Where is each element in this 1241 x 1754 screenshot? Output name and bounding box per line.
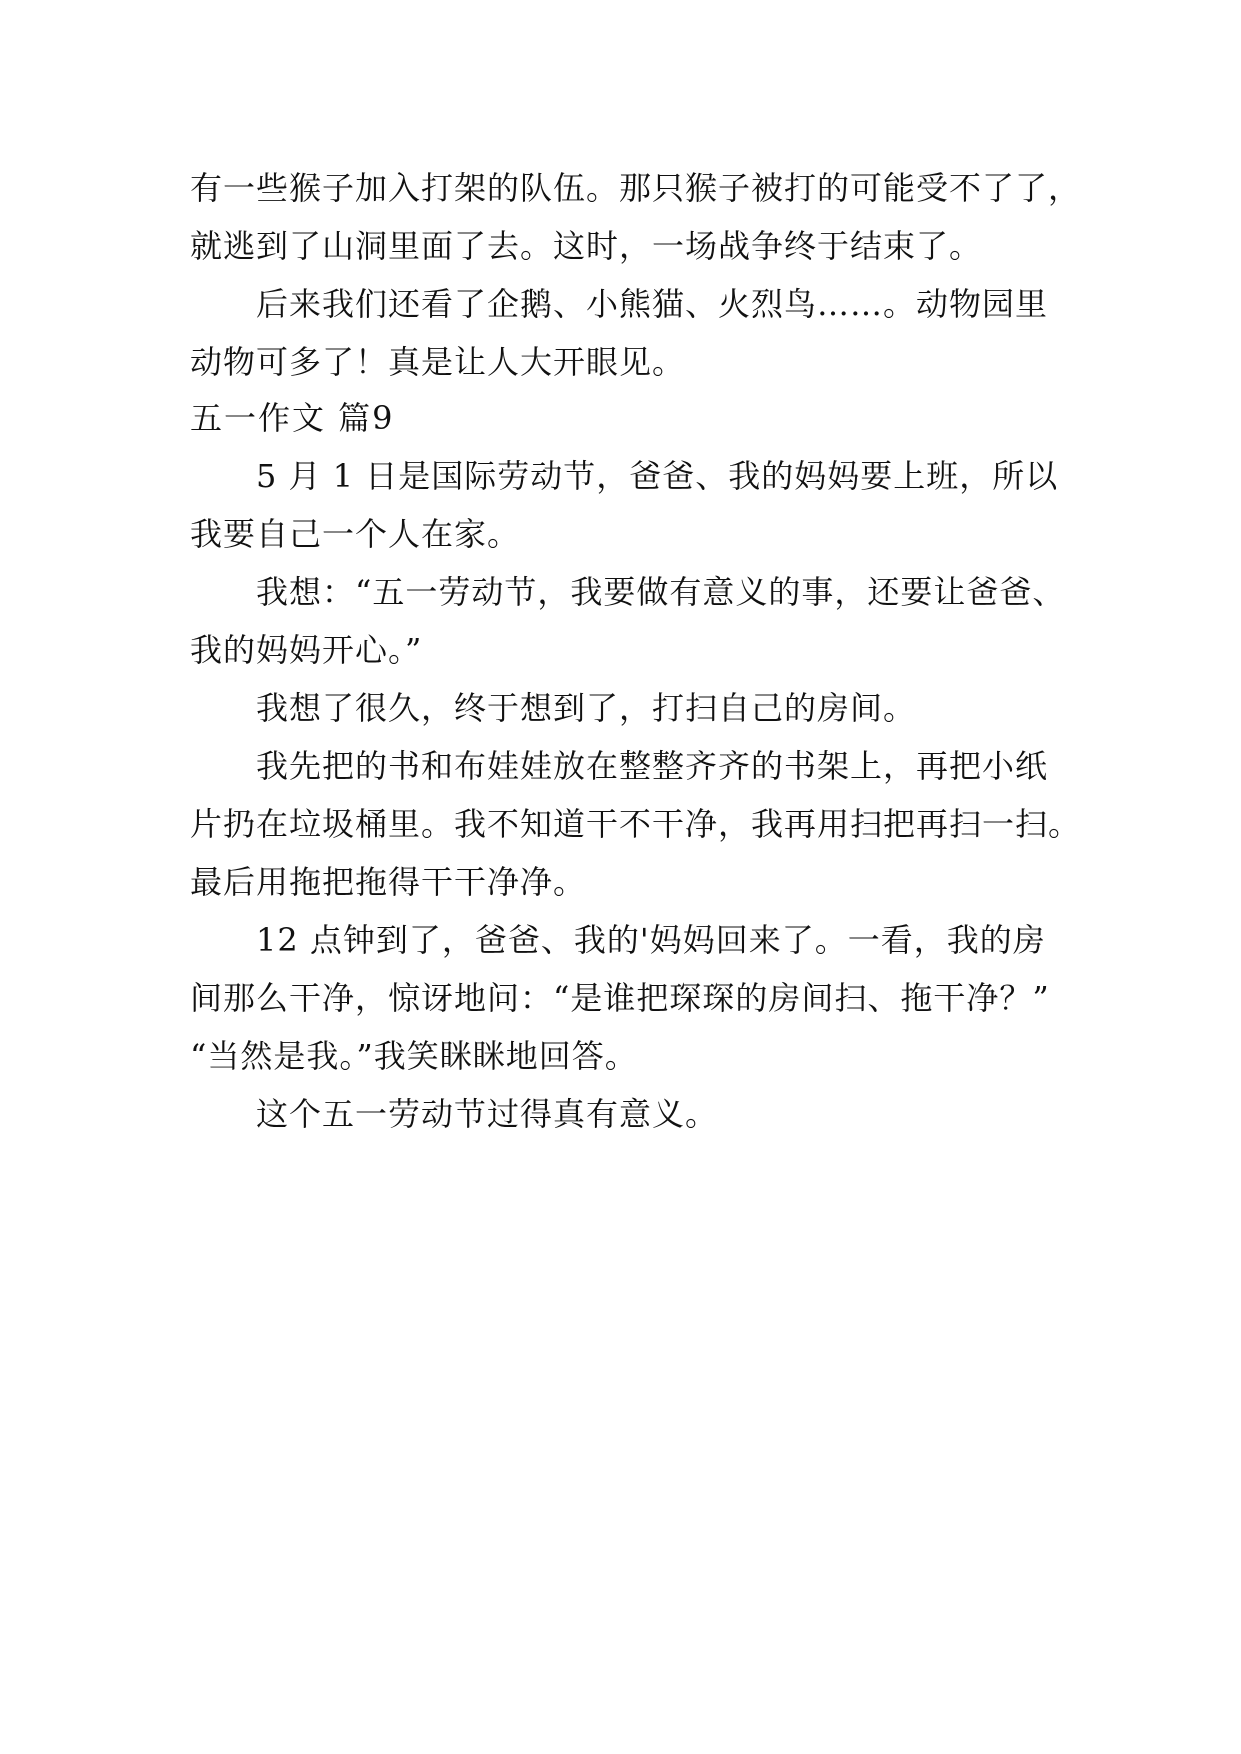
text-line: 我的妈妈开心。” (190, 631, 423, 669)
text-line: 有一些猴子加入打架的队伍。那只猴子被打的可能受不了了， (190, 169, 1082, 207)
section-heading: 五一作文 篇9 (190, 399, 395, 437)
text-line: 我先把的书和布娃娃放在整整齐齐的书架上，再把小纸 (256, 747, 1049, 785)
text-line: 后来我们还看了企鹅、小熊猫、火烈鸟……。动物园里 (256, 285, 1049, 323)
text-line: 5 月 1 日是国际劳动节，爸爸、我的妈妈要上班，所以 (256, 457, 1059, 495)
text-line: 动物可多了！真是让人大开眼见。 (190, 343, 686, 381)
text-line: 片扔在垃圾桶里。我不知道干不干净，我再用扫把再扫一扫。 (190, 805, 1082, 843)
text-line: 这个五一劳动节过得真有意义。 (256, 1095, 719, 1133)
text-line: 间那么干净，惊讶地问：“是谁把琛琛的房间扫、拖干净？” (190, 979, 1050, 1017)
text-line: 就逃到了山洞里面了去。这时，一场战争终于结束了。 (190, 227, 983, 265)
text-line: 12 点钟到了，爸爸、我的'妈妈回来了。一看，我的房 (256, 921, 1046, 959)
text-line: “当然是我。”我笑眯眯地回答。 (190, 1037, 638, 1075)
text-line: 我想：“五一劳动节，我要做有意义的事，还要让爸爸、 (256, 573, 1066, 611)
text-line: 最后用拖把拖得干干净净。 (190, 863, 587, 901)
text-line: 我想了很久，终于想到了，打扫自己的房间。 (256, 689, 917, 727)
text-line: 我要自己一个人在家。 (190, 515, 521, 553)
